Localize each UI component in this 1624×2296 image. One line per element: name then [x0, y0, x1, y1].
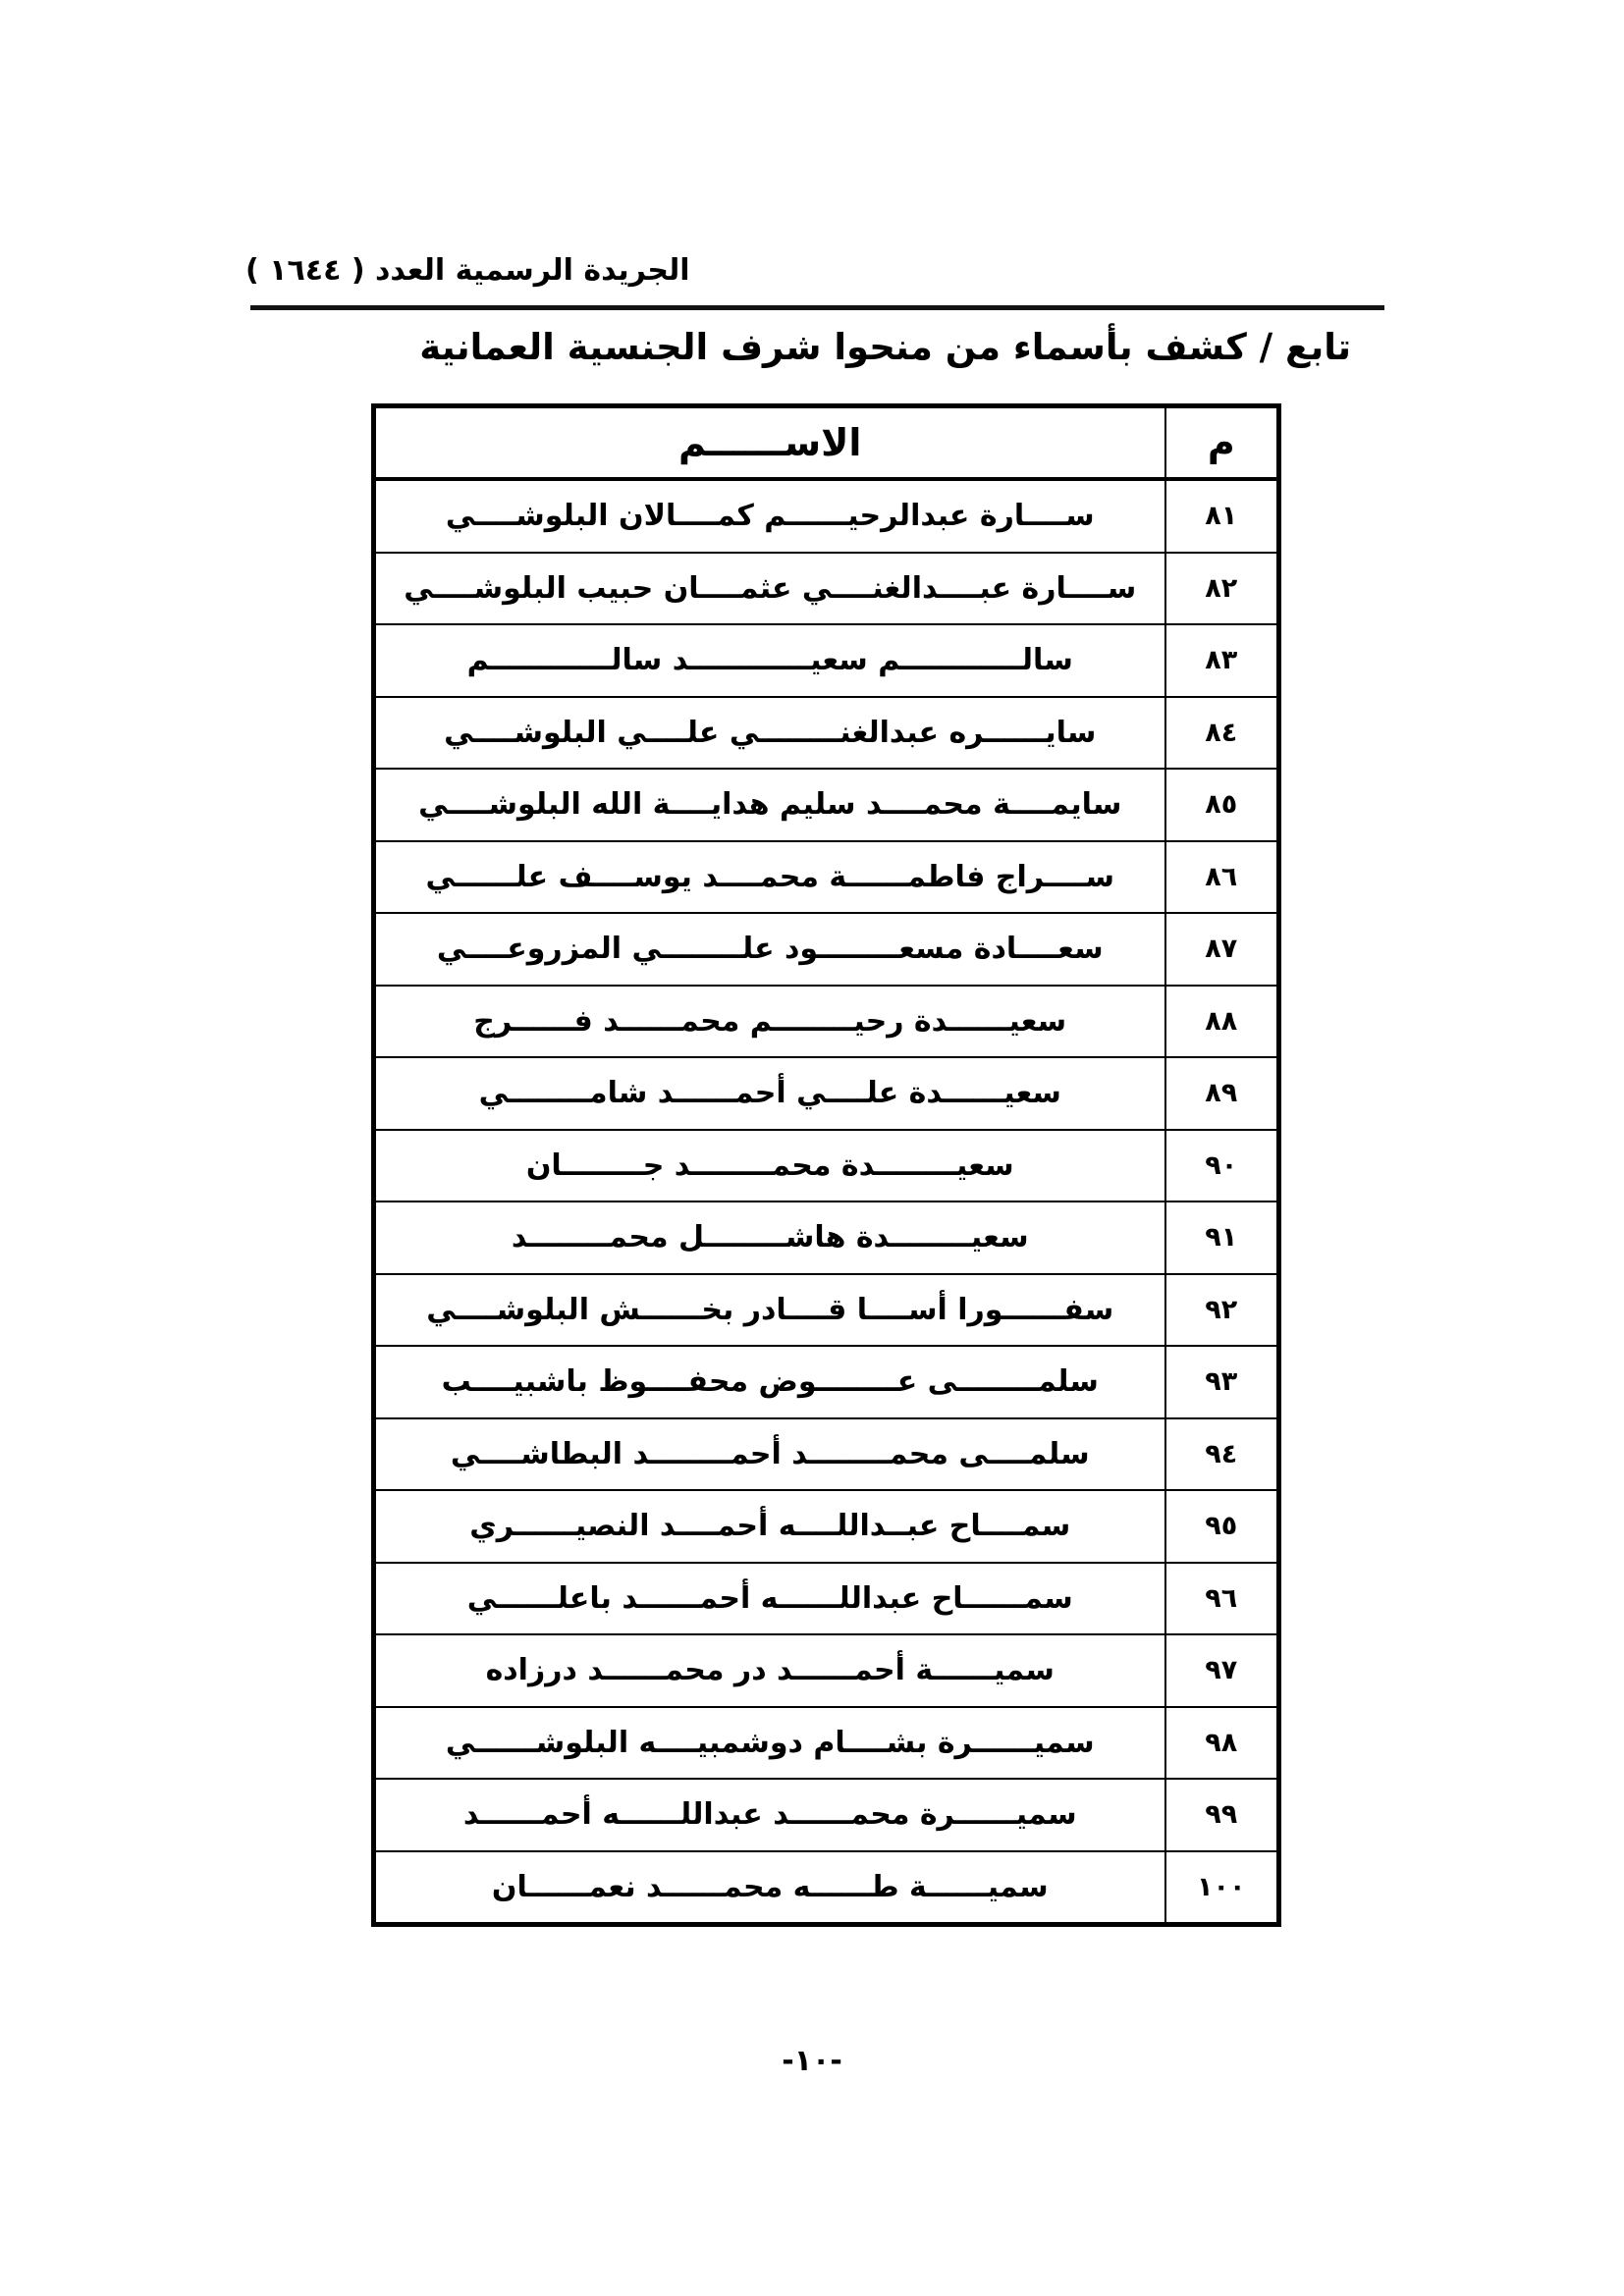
- table-row: [374, 913, 1279, 986]
- table-row: [374, 1418, 1279, 1491]
- row-number-cell: ٨٦: [1165, 841, 1279, 914]
- row-number-cell: ٩٥: [1165, 1490, 1279, 1563]
- table-row: [374, 1779, 1279, 1851]
- row-number-cell: ٩١: [1165, 1201, 1279, 1274]
- row-name-cell: سمــــــاح عبداللــــــه أحمــــــد باعلــــــي: [374, 1563, 1165, 1635]
- row-name-cell: سالــــــــــــم سعيــــــــــــد سالــــــــــــم: [374, 624, 1165, 697]
- row-number-cell: ٨٣: [1165, 624, 1279, 697]
- row-name-cell: ســــارة عبــــدالغنــــي عثمــــان حبيب البلوشــــي: [374, 553, 1165, 625]
- row-number-cell: ٩٦: [1165, 1563, 1279, 1635]
- table-row: [374, 986, 1279, 1058]
- row-name-cell: سميــــــرة بشــــام دوشمبيــــه البلوشــــــي: [374, 1707, 1165, 1780]
- table-row: [374, 624, 1279, 697]
- table-row: [374, 841, 1279, 914]
- row-name-cell: سايــــــره عبدالغنــــــــي علــــي البلوشــــي: [374, 697, 1165, 770]
- row-name-cell: سعيــــــدة علــــي أحمــــــد شامــــــــي: [374, 1057, 1165, 1130]
- table-row: [374, 769, 1279, 841]
- row-name-cell: ســــارة عبدالرحيــــــم كمــــالان البلوشــــي: [374, 479, 1165, 553]
- table-row: [374, 1707, 1279, 1780]
- table-row: [374, 1201, 1279, 1274]
- row-number-cell: ٩٨: [1165, 1707, 1279, 1780]
- row-number-cell: ٩٢: [1165, 1274, 1279, 1347]
- document-title: تابع / كشف بأسماء من منحوا شرف الجنسية العمانية: [419, 326, 1351, 368]
- row-number-cell: ٨٤: [1165, 697, 1279, 770]
- row-name-cell: سايمــــة محمــــد سليم هدايــــة الله البلوشــــي: [374, 769, 1165, 841]
- row-number-cell: ٨٨: [1165, 986, 1279, 1058]
- table-row: [374, 1274, 1279, 1347]
- row-number-cell: ٩٧: [1165, 1634, 1279, 1707]
- table-row: [374, 553, 1279, 625]
- row-number-cell: ٩٤: [1165, 1418, 1279, 1491]
- page-number: -١٠-: [782, 2044, 842, 2078]
- names-table: [371, 403, 1281, 1927]
- row-name-cell: سعيــــــدة رحيــــــــم محمــــــد فــــــرج: [374, 986, 1165, 1058]
- row-name-cell: سميــــــة طــــــه محمــــــد نعمــــــان: [374, 1851, 1165, 1925]
- row-name-cell: سميــــــة أحمــــــد در محمــــــد درزاده: [374, 1634, 1165, 1707]
- column-header-number: م: [1165, 406, 1279, 480]
- table-row: [374, 1057, 1279, 1130]
- row-name-cell: سميــــــرة محمــــــد عبداللــــــه أحمــــــد: [374, 1779, 1165, 1851]
- row-name-cell: ســــراج فاطمــــــة محمــــد يوســــف علــــــي: [374, 841, 1165, 914]
- row-number-cell: ٩٠: [1165, 1130, 1279, 1202]
- row-name-cell: سلمــــــــى عــــــــوض محفــــوظ باشبيــــب: [374, 1346, 1165, 1418]
- table-row: [374, 1130, 1279, 1202]
- row-number-cell: ١٠٠: [1165, 1851, 1279, 1925]
- row-name-cell: سلمــــى محمــــــــد أحمــــــــد البطاشــــي: [374, 1418, 1165, 1491]
- row-name-cell: سفــــــورا أســــا قــــادر بخــــــش البلوشــــي: [374, 1274, 1165, 1347]
- row-number-cell: ٩٩: [1165, 1779, 1279, 1851]
- table-body: [374, 479, 1279, 1925]
- table-row: [374, 1851, 1279, 1925]
- row-number-cell: ٨٢: [1165, 553, 1279, 625]
- row-number-cell: ٨٧: [1165, 913, 1279, 986]
- table-row: [374, 1346, 1279, 1418]
- row-name-cell: سعــــادة مسعــــــــود علــــــــي المزروعــــي: [374, 913, 1165, 986]
- row-name-cell: سعيــــــــدة محمــــــــد جــــــــان: [374, 1130, 1165, 1202]
- table-row: [374, 479, 1279, 553]
- gazette-masthead: الجريدة الرسمية العدد ( ١٦٤٤ ): [245, 253, 690, 288]
- row-number-cell: ٨٥: [1165, 769, 1279, 841]
- header-rule: [250, 305, 1384, 310]
- table-header-row: [374, 406, 1279, 480]
- table-row: [374, 1490, 1279, 1563]
- table-row: [374, 1634, 1279, 1707]
- table-row: [374, 697, 1279, 770]
- row-number-cell: ٩٣: [1165, 1346, 1279, 1418]
- row-name-cell: سمــــاح عبــداللــــه أحمــــد النصيــــــري: [374, 1490, 1165, 1563]
- column-header-name: الاســــــم: [374, 406, 1165, 480]
- row-name-cell: سعيــــــــدة هاشــــــــل محمــــــــد: [374, 1201, 1165, 1274]
- row-number-cell: ٨٩: [1165, 1057, 1279, 1130]
- table-row: [374, 1563, 1279, 1635]
- row-number-cell: ٨١: [1165, 479, 1279, 553]
